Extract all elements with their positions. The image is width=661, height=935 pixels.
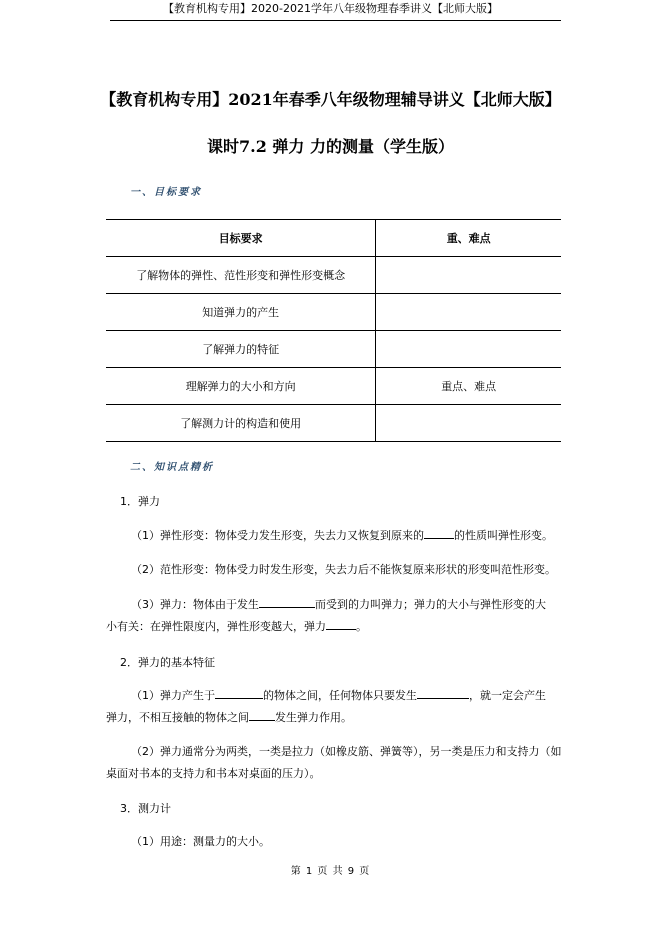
table-cell (376, 405, 561, 442)
fill-blank (259, 597, 315, 608)
paragraph-elastic-origin-cont (106, 710, 352, 725)
table-row (106, 331, 561, 368)
table-header-cell: 重、难点 (376, 220, 561, 257)
table-cell: 了解弹力的特征 (106, 331, 376, 368)
paragraph-elastic-types: （2）弹力通常分为两类，一类是拉力（如橡皮筋、弹簧等），另一类是压力和支持力（如 (131, 745, 562, 758)
page-footer: 第 1 页 共 9 页 (290, 866, 371, 877)
goals-table (106, 219, 561, 442)
table-cell (376, 331, 561, 368)
text-span: 发生弹力作用。 (275, 711, 352, 724)
fill-blank (249, 710, 275, 721)
fill-blank (215, 688, 263, 699)
table-row (106, 368, 561, 405)
table-row (106, 257, 561, 294)
text-span: 而受到的力叫弹力；弹力的大小与弹性形变的大 (315, 598, 546, 611)
table-header-row (106, 220, 561, 257)
text-span: （3）弹力：物体由于发生 (131, 598, 259, 611)
subheading-dynamometer: 3．测力计 (120, 802, 171, 815)
paragraph-elastic-force-def-cont (106, 619, 367, 634)
lesson-title: 课时7.2 弹力 力的测量（学生版） (207, 137, 454, 156)
table-cell: 知道弹力的产生 (106, 294, 376, 331)
text-span: ，就一定会产生 (469, 689, 546, 702)
text-span: 的性质叫弹性形变。 (454, 529, 553, 542)
paragraph-elastic-origin (131, 688, 546, 703)
paragraph-elastic-types-cont: 桌面对书本的支持力和书本对桌面的压力）。 (106, 767, 321, 780)
paragraph-plastic-deformation: （2）范性形变：物体受力时发生形变，失去力后不能恢复原来形状的形变叫范性形变。 (131, 563, 556, 576)
text-span: （1）弹力产生于 (131, 689, 215, 702)
text-span: 弹力，不相互接触的物体之间 (106, 711, 249, 724)
table-header-cell: 目标要求 (106, 220, 376, 257)
paragraph-elastic-deformation (131, 528, 553, 543)
subheading-elastic-force: 1．弹力 (120, 495, 160, 508)
table-cell: 理解弹力的大小和方向 (106, 368, 376, 405)
text-span: 的物体之间，任何物体只要发生 (263, 689, 417, 702)
header-divider (110, 20, 561, 21)
table-cell: 了解物体的弹性、范性形变和弹性形变概念 (106, 257, 376, 294)
fill-blank (424, 528, 454, 539)
paragraph-dynamometer-use: （1）用途：测量力的大小。 (131, 835, 270, 848)
section-heading-goals: 一、目标要求 (130, 187, 202, 198)
table-row (106, 405, 561, 442)
text-span: 。 (356, 620, 367, 633)
fill-blank (326, 619, 356, 630)
fill-blank (417, 688, 469, 699)
table-cell (376, 257, 561, 294)
table-row (106, 294, 561, 331)
document-title: 【教育机构专用】2021年春季八年级物理辅导讲义【北师大版】 (100, 90, 561, 109)
section-heading-knowledge: 二、知识点精析 (130, 462, 214, 473)
table-cell: 重点、难点 (376, 368, 561, 405)
subheading-basic-features: 2．弹力的基本特征 (120, 656, 215, 669)
text-span: 小有关：在弹性限度内，弹性形变越大，弹力 (106, 620, 326, 633)
page-header: 【教育机构专用】2020-2021学年八年级物理春季讲义【北师大版】 (163, 2, 498, 15)
table-cell: 了解测力计的构造和使用 (106, 405, 376, 442)
table-cell (376, 294, 561, 331)
text-span: （1）弹性形变：物体受力发生形变，失去力又恢复到原来的 (131, 529, 424, 542)
paragraph-elastic-force-def (131, 597, 546, 612)
